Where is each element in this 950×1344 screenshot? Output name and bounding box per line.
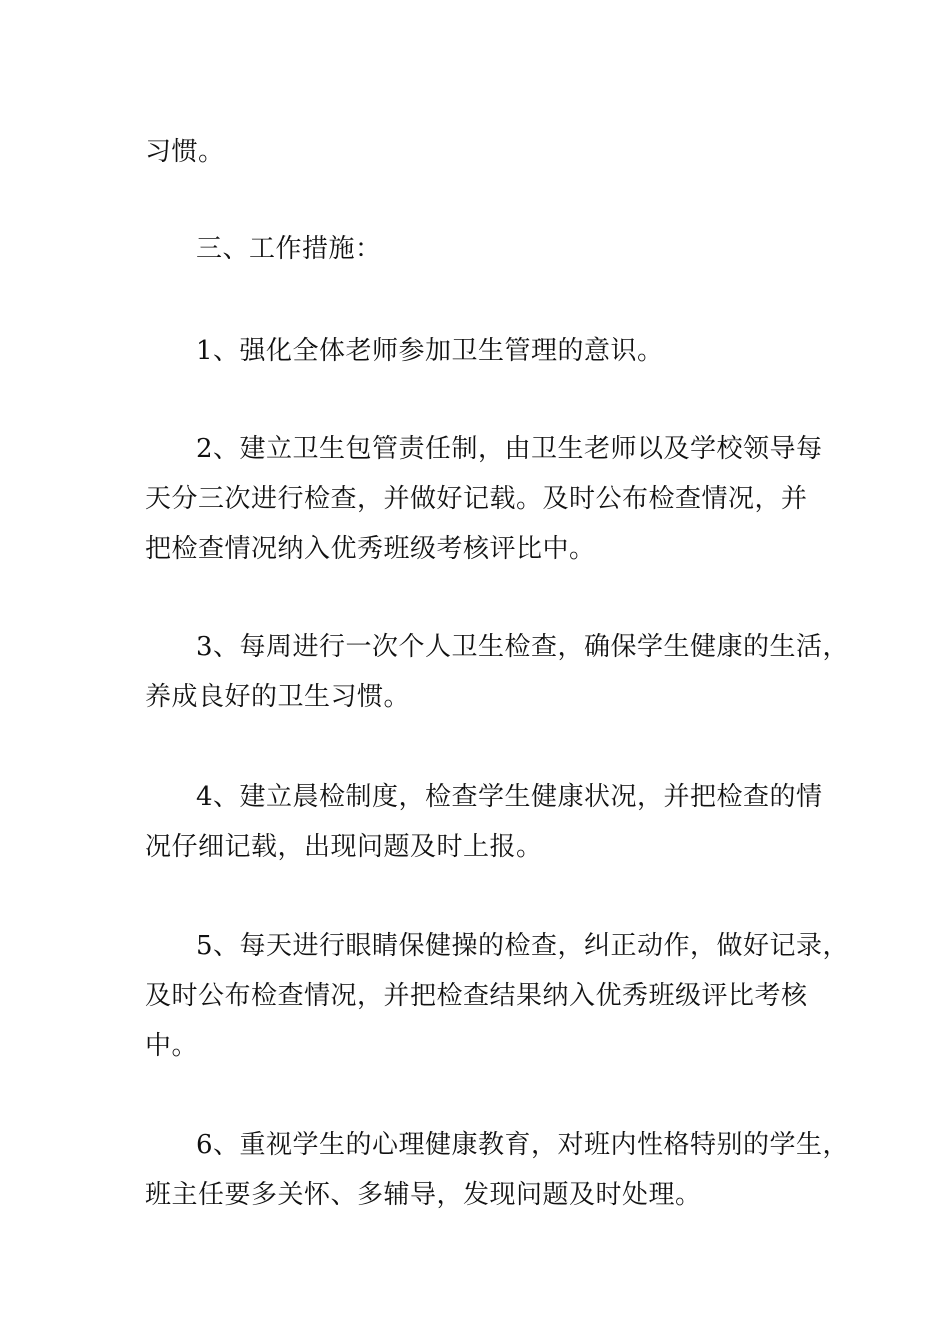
- item-6-line-1: 6、重视学生的心理健康教育，对班内性格特别的学生，: [196, 1130, 850, 1160]
- item-2-line-1: 2、建立卫生包管责任制，由卫生老师以及学校领导每: [196, 434, 823, 464]
- item-3-line-2: 养成良好的卫生习惯。: [145, 682, 411, 712]
- item-4-line-1: 4、建立晨检制度，检查学生健康状况，并把检查的情: [196, 782, 823, 812]
- item-1-line-1: 1、强化全体老师参加卫生管理的意识。: [196, 336, 664, 366]
- item-5-line-1: 5、每天进行眼睛保健操的检查，纠正动作，做好记录，: [196, 931, 850, 961]
- item-5-line-3: 中。: [145, 1031, 199, 1061]
- item-3-line-1: 3、每周进行一次个人卫生检查，确保学生健康的生活，: [196, 632, 850, 662]
- section-heading-work-measures: 三、工作措施：: [196, 234, 382, 264]
- item-6-line-2: 班主任要多关怀、多辅导，发现问题及时处理。: [145, 1180, 702, 1210]
- paragraph-continuation-line: 习惯。: [145, 137, 225, 167]
- item-2-line-2: 天分三次进行检查，并做好记载。及时公布检查情况，并: [145, 484, 808, 514]
- item-4-line-2: 况仔细记载，出现问题及时上报。: [145, 832, 543, 862]
- item-2-line-3: 把检查情况纳入优秀班级考核评比中。: [145, 534, 596, 564]
- item-5-line-2: 及时公布检查情况，并把检查结果纳入优秀班级评比考核: [145, 981, 808, 1011]
